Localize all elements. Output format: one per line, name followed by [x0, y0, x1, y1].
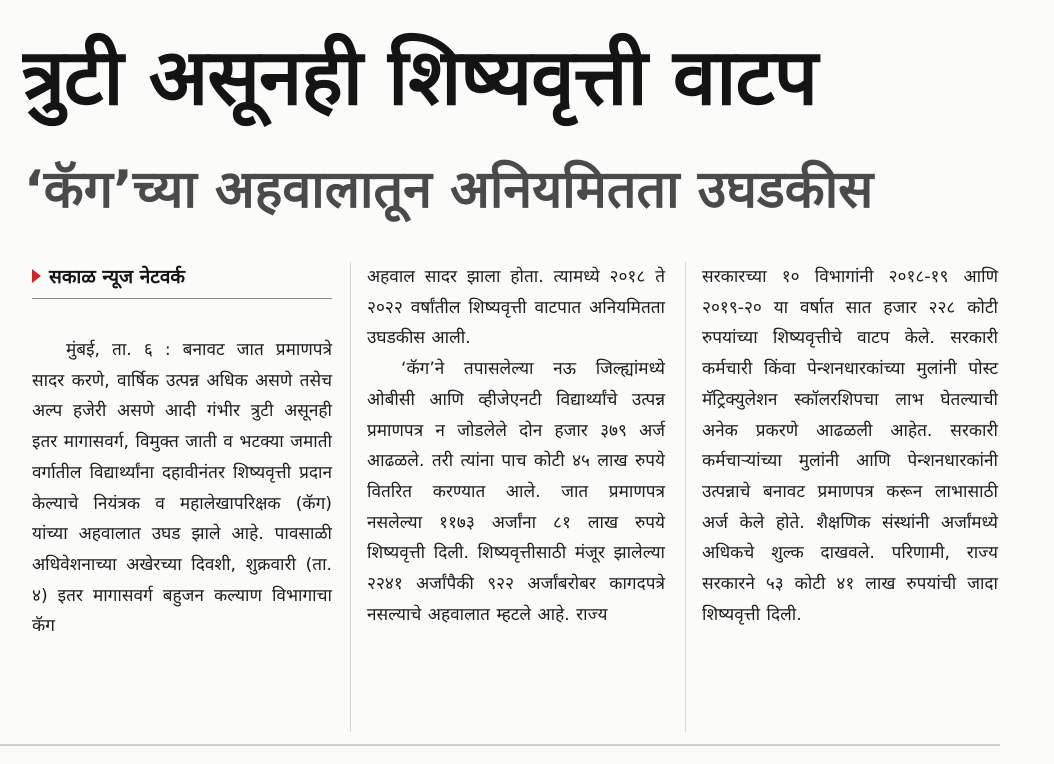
- column-2-paragraph-1: अहवाल सादर झाला होता. त्यामध्ये २०१८ ते २०२२ वर्षांतील शिष्यवृत्ती वाटपात अनियमितता उघडकीस आली.: [367, 267, 665, 349]
- byline: [32, 258, 332, 299]
- article-column-1: [32, 258, 332, 642]
- byline-arrow-icon: [32, 269, 41, 283]
- bottom-divider: [0, 744, 1000, 746]
- column-3-text: सरकारच्या १० विभागांनी २०१८-१९ आणि २०१९-२० या वर्षात सात हजार २२८ कोटी रुपयांच्या शिष्यवृत्तीचे वाटप केले. सरकारी कर्मचारी किंवा पेन्शनधारकांच्या मुलांनी पोस्ट मॅट्रिक्युलेशन स्कॉलरशिपचा लाभ घेतल्याची अनेक प्रकरणे आढळली आहेत. सरकारी कर्मचाऱ्यांच्या मुलांनी आणि पेन्शनधारकांनी उत्पन्नाचे बनावट प्रमाणपत्र करून लाभासाठी अर्ज केले होते. शैक्षणिक संस्थांनी अर्जांमध्ये अधिकचे शुल्क दाखवले. परिणामी, राज्य सरकारने ५३ कोटी ४१ लाख रुपयांची जादा शिष्यवृत्ती दिली.: [702, 267, 998, 625]
- byline-text: सकाळ न्यूज नेटवर्क: [49, 266, 186, 288]
- column-1-text: मुंबई, ता. ६ : बनावट जात प्रमाणपत्रे सादर करणे, वार्षिक उत्पन्न अधिक असणे तसेच अल्प हजेरी असणे आदी गंभीर त्रुटी असूनही इतर मागासवर्ग, विमुक्त जाती व भटक्या जमाती वर्गातील विद्यार्थ्यांना दहावीनंतर शिष्यवृत्ती प्रदान केल्याचे नियंत्रक व महालेखापरिक्षक (कॅग) यांच्या अहवालात उघड झाले आहे. पावसाळी अधिवेशनाच्या अखेरच्या दिवशी, शुक्रवारी (ता. ४) इतर मागासवर्ग बहुजन कल्याण विभागाचा कॅग: [32, 340, 332, 637]
- subheadline: ‘कॅग’च्या अहवालातून अनियमितता उघडकीस: [24, 160, 874, 220]
- article-column-2: [367, 258, 665, 630]
- column-divider: [350, 262, 351, 732]
- article-column-3: [702, 258, 998, 630]
- headline: त्रुटी असूनही शिष्यवृत्ती वाटप: [22, 33, 818, 123]
- column-2-paragraph-2: ‘कॅग’ने तपासलेल्या नऊ जिल्ह्यांमध्ये ओबीसी आणि व्हीजेएनटी विद्यार्थ्यांचे उत्पन्न प्रमाणपत्र न जोडलेले दोन हजार ३७९ अर्ज आढळले. तरी त्यांना पाच कोटी ४५ लाख रुपये वितरित करण्यात आले. जात प्रमाणपत्र नसलेल्या ११७३ अर्जांना ८१ लाख रुपये शिष्यवृत्ती दिली. शिष्यवृत्तीसाठी मंजूर झालेल्या २२४१ अर्जांपैकी ९२२ अर्जांबरोबर कागदपत्रे नसल्याचे अहवालात म्हटले आहे. राज्य: [367, 359, 665, 625]
- column-divider: [685, 262, 686, 732]
